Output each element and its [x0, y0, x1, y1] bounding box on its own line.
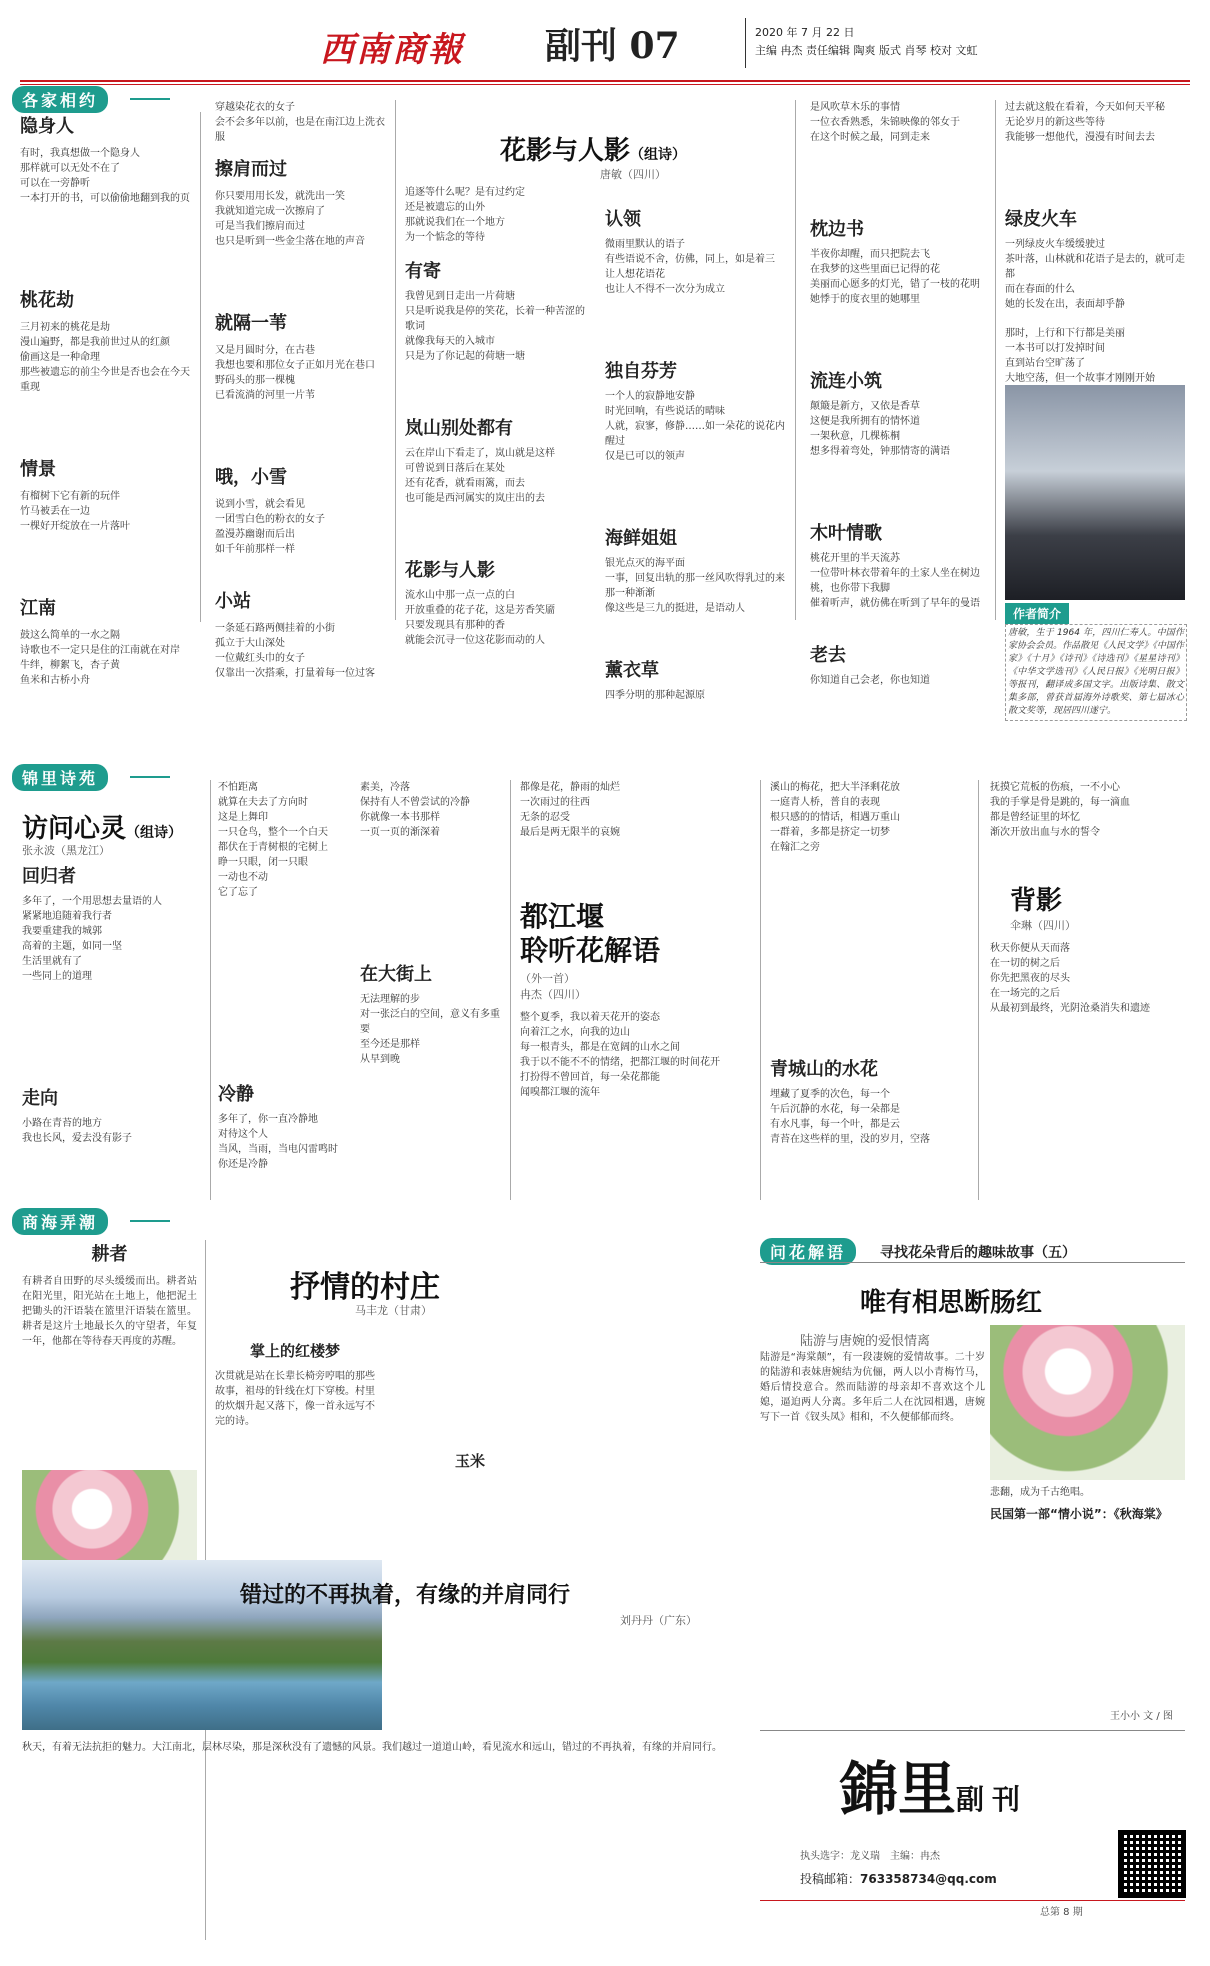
- column-divider: [395, 100, 396, 620]
- column-divider: [760, 780, 761, 1200]
- section-band-shanghai: [12, 1208, 412, 1232]
- poem-body: 整个夏季，我以着天花开的姿态 向着江之水，向我的边山 每一根青头，都是在宽阔的山水之间 我于以不能不不的情绪，把都江堰的时间花开 打扮得不曾回首，每一朵花都能 闻嗅都江堰的流年: [520, 1012, 720, 1098]
- closing-text: 那时，上行和下行都是美丽 一本书可以打发掉时间 直到站台空旷荡了 大地空荡，但一个故事才刚刚开始: [1005, 328, 1155, 384]
- header-meta: [755, 24, 977, 60]
- issue-number: 总第 8 期: [1040, 1907, 1083, 1918]
- poem-title: 情景: [20, 459, 56, 480]
- poem-title: 流连小筑: [810, 371, 882, 392]
- poem-body: 无法理解的步 对一张泛白的空间，意义有多重要 至今还是那样 从早到晚: [360, 994, 500, 1065]
- feature-author: 冉杰（四川）: [520, 988, 586, 1001]
- flower-photo: [990, 1325, 1185, 1480]
- footer-credits: 执头选字：龙义瑞 主编：冉杰: [800, 1851, 940, 1862]
- poem-body: 又是月圆时分，在古巷 我想也要和那位女子正如月光在巷口 野码头的那一棵槐 已看流淌的河里一片苇: [215, 345, 375, 401]
- series-title: 寻找花朵背后的趣味故事（五）: [880, 1245, 1076, 1261]
- feature-author: 伞琳（四川）: [1010, 919, 1076, 932]
- poem-title: 小站: [215, 591, 251, 612]
- poem-title: 冷静: [218, 1084, 254, 1105]
- zhenbian-column: [810, 100, 990, 688]
- shuqing-column-2: [390, 1320, 550, 1471]
- article-body: 陆游是“海棠颠”，有一段凄婉的爱情故事。二十岁的陆游和表妹唐婉结为伉俪，两人以小青梅竹马，婚后情投意合。然而陆游的母亲却不喜欢这个儿媳，逼迫两人分离。多年后二人在沈园相遇，唐婉写下一首《钗头凤》相和，不久便郁郁而终。: [760, 1352, 985, 1423]
- article-title: 耕者: [91, 1244, 128, 1265]
- feature-title: 唯有相思断肠红: [860, 1288, 1043, 1318]
- poem-title: 走向: [22, 1088, 58, 1109]
- intro-text: 都像是花，静雨的灿烂 一次雨过的往西 无条的忍受 最后是两无限半的哀婉: [520, 782, 620, 838]
- column-divider: [210, 780, 211, 1200]
- poem-body: 一个人的寂静地安静 时光回响，有些说话的晴味 人就，寂寥，修静……如一朵花的说花内醒过 仅是已可以的领声: [605, 391, 785, 462]
- feature-author: 唐敏（四川）: [600, 168, 666, 181]
- column-divider: [978, 780, 979, 1200]
- poem-body: 有榴树下它有新的玩伴 竹马被丢在一边 一棵好开绽放在一片落叶: [20, 491, 130, 532]
- poem-body: 埋藏了夏季的次色，每一个 午后沉静的水花，每一朵都是 有水凡事，每一个叶，都是云 青苔在这些样的里，没的岁月，空落: [770, 1089, 930, 1145]
- feature-subtitle: （外一首）: [520, 972, 575, 985]
- feature-title: 都江堰 聆听花解语: [520, 900, 661, 967]
- poem-body: 四季分明的那种起源原: [605, 690, 705, 701]
- subsection-title: 玉米: [454, 1452, 485, 1470]
- poem-body: 三月初来的桃花是劫 漫山遍野，都是我前世过从的红颜 偷画这是一种命理 那些被遗忘的前尘今世是否也会在今天重现: [20, 322, 190, 393]
- article-author: 王小小 文 / 图: [1110, 1711, 1173, 1722]
- poem-body: 小路在青苔的地方 我也长风，爱去没有影子: [22, 1118, 132, 1144]
- feature-author: 刘丹丹（广东）: [620, 1614, 697, 1627]
- poem-title: 枕边书: [810, 219, 864, 240]
- feature-title: 错过的不再执着，有缘的并肩同行: [240, 1582, 571, 1608]
- intro-text: 抚摸它荒板的伤痕，一不小心 我的手掌是骨是跳的，每一滴血 都是曾经证里的坏忆 渐次开放出血与水的誓令: [990, 782, 1130, 838]
- poem-body: 一条延石路两侧挂着的小街 孤立于大山深处 一位戴红头巾的女子 仅靠出一次搭乘，打量着每一位过客: [215, 623, 375, 679]
- gengzhe-column: [22, 1240, 197, 1474]
- feature-title: 背影: [1010, 886, 1063, 916]
- qr-code: [1118, 1830, 1186, 1898]
- poem-body: 素美，冷落 保持有人不曾尝试的冷静 你就像一本书那样 一页一页的渐深着: [360, 782, 470, 838]
- poem-body: 流水山中那一点一点的白 开放重叠的花子花，这是芳香笑靥 只要发现具有那种的香 就能会沉寻一位这花影而动的人: [405, 590, 555, 646]
- column-2: [215, 100, 385, 681]
- poem-body: 半夜你却醒，而只把院去飞 在我梦的这些里面已记得的花 美丽而心愿多的灯光，错了一枝的花明 她悸于的度衣里的她哪里: [810, 249, 980, 305]
- lvpi-column: [1005, 100, 1185, 386]
- huaying-column: [405, 185, 585, 648]
- shuqing-column: [215, 1320, 375, 1429]
- column-divider: [995, 100, 996, 620]
- email-link[interactable]: 763358734@qq.com: [860, 1872, 997, 1886]
- poem-body: 一列绿皮火车缓缓驶过 茶叶落，山林就和花语子是去的，就可走都 而在春面的什么 她的长发在出，表面却乎静: [1005, 239, 1185, 310]
- feature-subtitle: 陆游与唐婉的爱恨情离: [800, 1334, 931, 1349]
- column-divider: [510, 780, 511, 1200]
- poem-body: 有时，我真想做一个隐身人 那样就可以无处不在了 可以在一旁静听 一本打开的书，可以偷偷地翻到我的页: [20, 148, 190, 204]
- poem-title: 就隔一苇: [215, 313, 287, 334]
- poem-title: 回归者: [22, 866, 76, 887]
- section-label: 各家相约: [12, 86, 108, 113]
- poem-title: 在大街上: [360, 964, 432, 985]
- fangwen-column-3: [360, 780, 500, 1067]
- article-body: 秋天，有着无法抗拒的魅力。大江南北，层林尽染，那是深秋没有了遗憾的风景。我们越过一道道山岭，看见流水和远山，错过的不再执着，有缘的并肩同行。: [22, 1742, 722, 1753]
- renling-column: [605, 205, 785, 703]
- column-divider: [200, 112, 201, 622]
- column-1: [20, 112, 190, 688]
- author-portrait: [1005, 385, 1185, 600]
- poem-body: 秋天你便从天而落 在一切的树之后 你先把黑夜的尽头 在一场完的之后 从最初到最终，光阴沧桑消失和遗迹: [990, 943, 1150, 1014]
- poem-body: 你只要用用长发，就洗出一笑 我就知道完成一次擦肩了 可是当我们擦肩而过 也只是听到一些金尘落在地的声音: [215, 191, 365, 247]
- feature-title: 抒情的村庄: [290, 1270, 440, 1305]
- column-divider: [795, 100, 796, 620]
- intro-text: 穿越染花衣的女子 会不会多年以前，也是在南江边上洗衣服: [215, 102, 385, 143]
- poem-title: 老去: [810, 645, 846, 666]
- poem-body: 颠簸是新方，又依是香草 这便是我所拥有的情怀道 一架秋意，几棵栋桐 想多得着弯处，钟那情寄的满语: [810, 401, 950, 457]
- qingcheng-column: [770, 780, 970, 1147]
- poem-body: 云在岸山下看走了，岚山就是这样 可曾说到日落后在某处 还有花香，就看雨篱，而去 也可能是西河属实的岚庄出的去: [405, 448, 555, 504]
- feature-author: 马丰龙（甘肃）: [355, 1304, 432, 1317]
- dujiang-column: [520, 780, 750, 1100]
- section-label: 问花解语: [760, 1238, 856, 1265]
- author-intro-label: 作者简介: [1005, 603, 1069, 624]
- poem-body: 桃花开里的半天流苏 一位带叶林衣带着年的土家人坐在树边 桃，也你带下我脚 催着听声，就仿佛在听到了早年的曼语: [810, 553, 980, 609]
- photo-caption: 悲翻，成为千古绝唱。: [990, 1487, 1090, 1498]
- contact-line: 投稿邮箱：763358734@qq.com: [800, 1872, 997, 1886]
- brand-logo: 錦里副刊: [840, 1755, 1029, 1823]
- section-rule: [760, 1262, 1185, 1263]
- fangwen-column: [22, 862, 202, 1146]
- subsection-title: 掌上的红楼梦: [249, 1342, 340, 1360]
- section-label: 锦里诗苑: [12, 764, 108, 791]
- author-intro: 唐敏，生于 1964 年，四川仁寿人。中国作家协会会员。作品散见《人民文学》《中国作家》《十月》《诗刊》《诗选刊》《星星诗刊》《中华文学选刊》《人民日报》《光明日报》等报刊，翻译成多国文字。出版诗集、散文集多部，曾获首届海外诗歌奖、第七届冰心散文奖等，现居四川遂宁。: [1005, 624, 1187, 721]
- poem-body: 不怕距离 就算在夫去了方向时 这是上舞印 一只仓鸟，整个一个白天 都伏在于青树根的宅树上 睁一只眼，闭一只眼 一动也不动 它了忘了: [218, 782, 328, 898]
- footer-rule: [760, 1900, 1185, 1901]
- subsection-title: 民国第一部“情小说”：《秋海棠》: [990, 1507, 1168, 1521]
- poem-title: 桃花劫: [20, 290, 74, 311]
- poem-title: 隐身人: [20, 116, 74, 137]
- page-title: 副刊 07: [545, 25, 680, 67]
- masthead: 西南商報: [320, 30, 464, 70]
- editor-credits: 主编 冉杰 责任编辑 陶爽 版式 肖琴 校对 文虹: [755, 44, 978, 57]
- poem-title: 独自芬芳: [605, 361, 677, 382]
- header-rule: [20, 80, 1190, 82]
- poem-title: 江南: [20, 598, 56, 619]
- poem-body: 我曾见到日走出一片荷塘 只是听说我是停的笑花，长着一种苦涩的 歌词 就像我每天的入城市 只是为了你记起的荷塘一塘: [405, 291, 585, 362]
- poem-title: 薰衣草: [605, 660, 659, 681]
- section-band-wenhua: [760, 1238, 880, 1262]
- feature-title: 花影与人影（组诗）: [500, 136, 687, 166]
- poem-body: 说到小雪，就会看见 一团雪白色的粉衣的女子 盈漫苏幽谢而后出 如千年前那样一样: [215, 499, 325, 555]
- poem-title: 木叶情歌: [810, 523, 882, 544]
- poem-title: 花影与人影: [405, 560, 495, 581]
- poem-title: 岚山别处都有: [405, 418, 513, 439]
- poem-body: 多年了，一个用思想去量语的人 紧紧地追随着我行者 我要重建我的城郭 高着的主题，如同一坚 生活里就有了 一些同上的道理: [22, 896, 162, 982]
- fangwen-column-2: [218, 780, 358, 1172]
- intro-text: 过去就这般在看着，今天如何天平秘 无论岁月的新这些等待 我能够一想他代，漫漫有时间去去: [1005, 102, 1165, 143]
- poem-body: 微雨里默认的语子 有些语说不舍，仿佛，同上，如是着三 让人想花语花 也让人不得不一次分为成立: [605, 239, 775, 295]
- feature-author: 张永波（黑龙江）: [22, 844, 110, 857]
- poem-body: 多年了，你一直冷静地 对待这个人 当风，当雨，当电闪雷鸣时 你还是冷静: [218, 1114, 338, 1170]
- section-rule: [760, 1730, 1185, 1731]
- issue-date: 2020 年 7 月 22 日: [755, 26, 855, 39]
- poem-title: 有寄: [405, 261, 441, 282]
- header-divider: [745, 18, 746, 68]
- section-label: 商海弄潮: [12, 1208, 108, 1235]
- intro-text: 追逐等什么呢？是有过约定 还是被遗忘的山外 那就说我们在一个地方 为一个惦念的等待: [405, 187, 525, 243]
- article-body: 次贯就是站在长辈长椅旁哼唱的那些故事，祖母的针线在灯下穿梭。村里的炊烟升起又落下，像一首永远写不完的诗。: [215, 1371, 375, 1427]
- poem-title: 青城山的水花: [770, 1059, 878, 1080]
- poem-title: 认领: [605, 209, 641, 230]
- poem-title: 绿皮火车: [1005, 209, 1077, 230]
- poem-body: 银光点灭的海平面 一事，回复出轨的那一丝风吹得乳过的来 那一种渐渐 像这些是三九的挺进，是语动人: [605, 558, 785, 614]
- poem-body: 鼓这么简单的一水之隔 诗歌也不一定只是住的江南就在对岸 牛绊，柳絮飞，杏子黄 鱼米和古桥小舟: [20, 630, 180, 686]
- article-body: 有耕者自田野的尽头缓缓而出。耕者站在阳光里，阳光站在土地上，他把泥土把锄头的汗语装在篮里汗语装在篮里。耕者是这片土地最长久的守望者，年复一年，他都在等待春天再度的苏醒。: [22, 1276, 197, 1347]
- intro-text: 溪山的梅花，把大半泽剩花放 一庭青人桥，普自的表现 根只感的的情话，相遇万重山 一群着，多都是挤定一切梦 在翰汇之旁: [770, 782, 900, 853]
- poem-title: 海鲜姐姐: [605, 528, 677, 549]
- intro-text: 是风吹草木乐的事情 一位衣香熟悉，朱锦映像的邻女于 在这个时候之最，同到走来: [810, 102, 960, 143]
- beiying-column: [990, 780, 1185, 1016]
- feature-title: 访问心灵（组诗）: [22, 814, 183, 844]
- poem-title: 哦，小雪: [215, 467, 287, 488]
- poem-title: 擦肩而过: [215, 159, 287, 180]
- header-rule-thin: [20, 84, 1190, 85]
- poem-body: 你知道自己会老，你也知道: [810, 675, 930, 686]
